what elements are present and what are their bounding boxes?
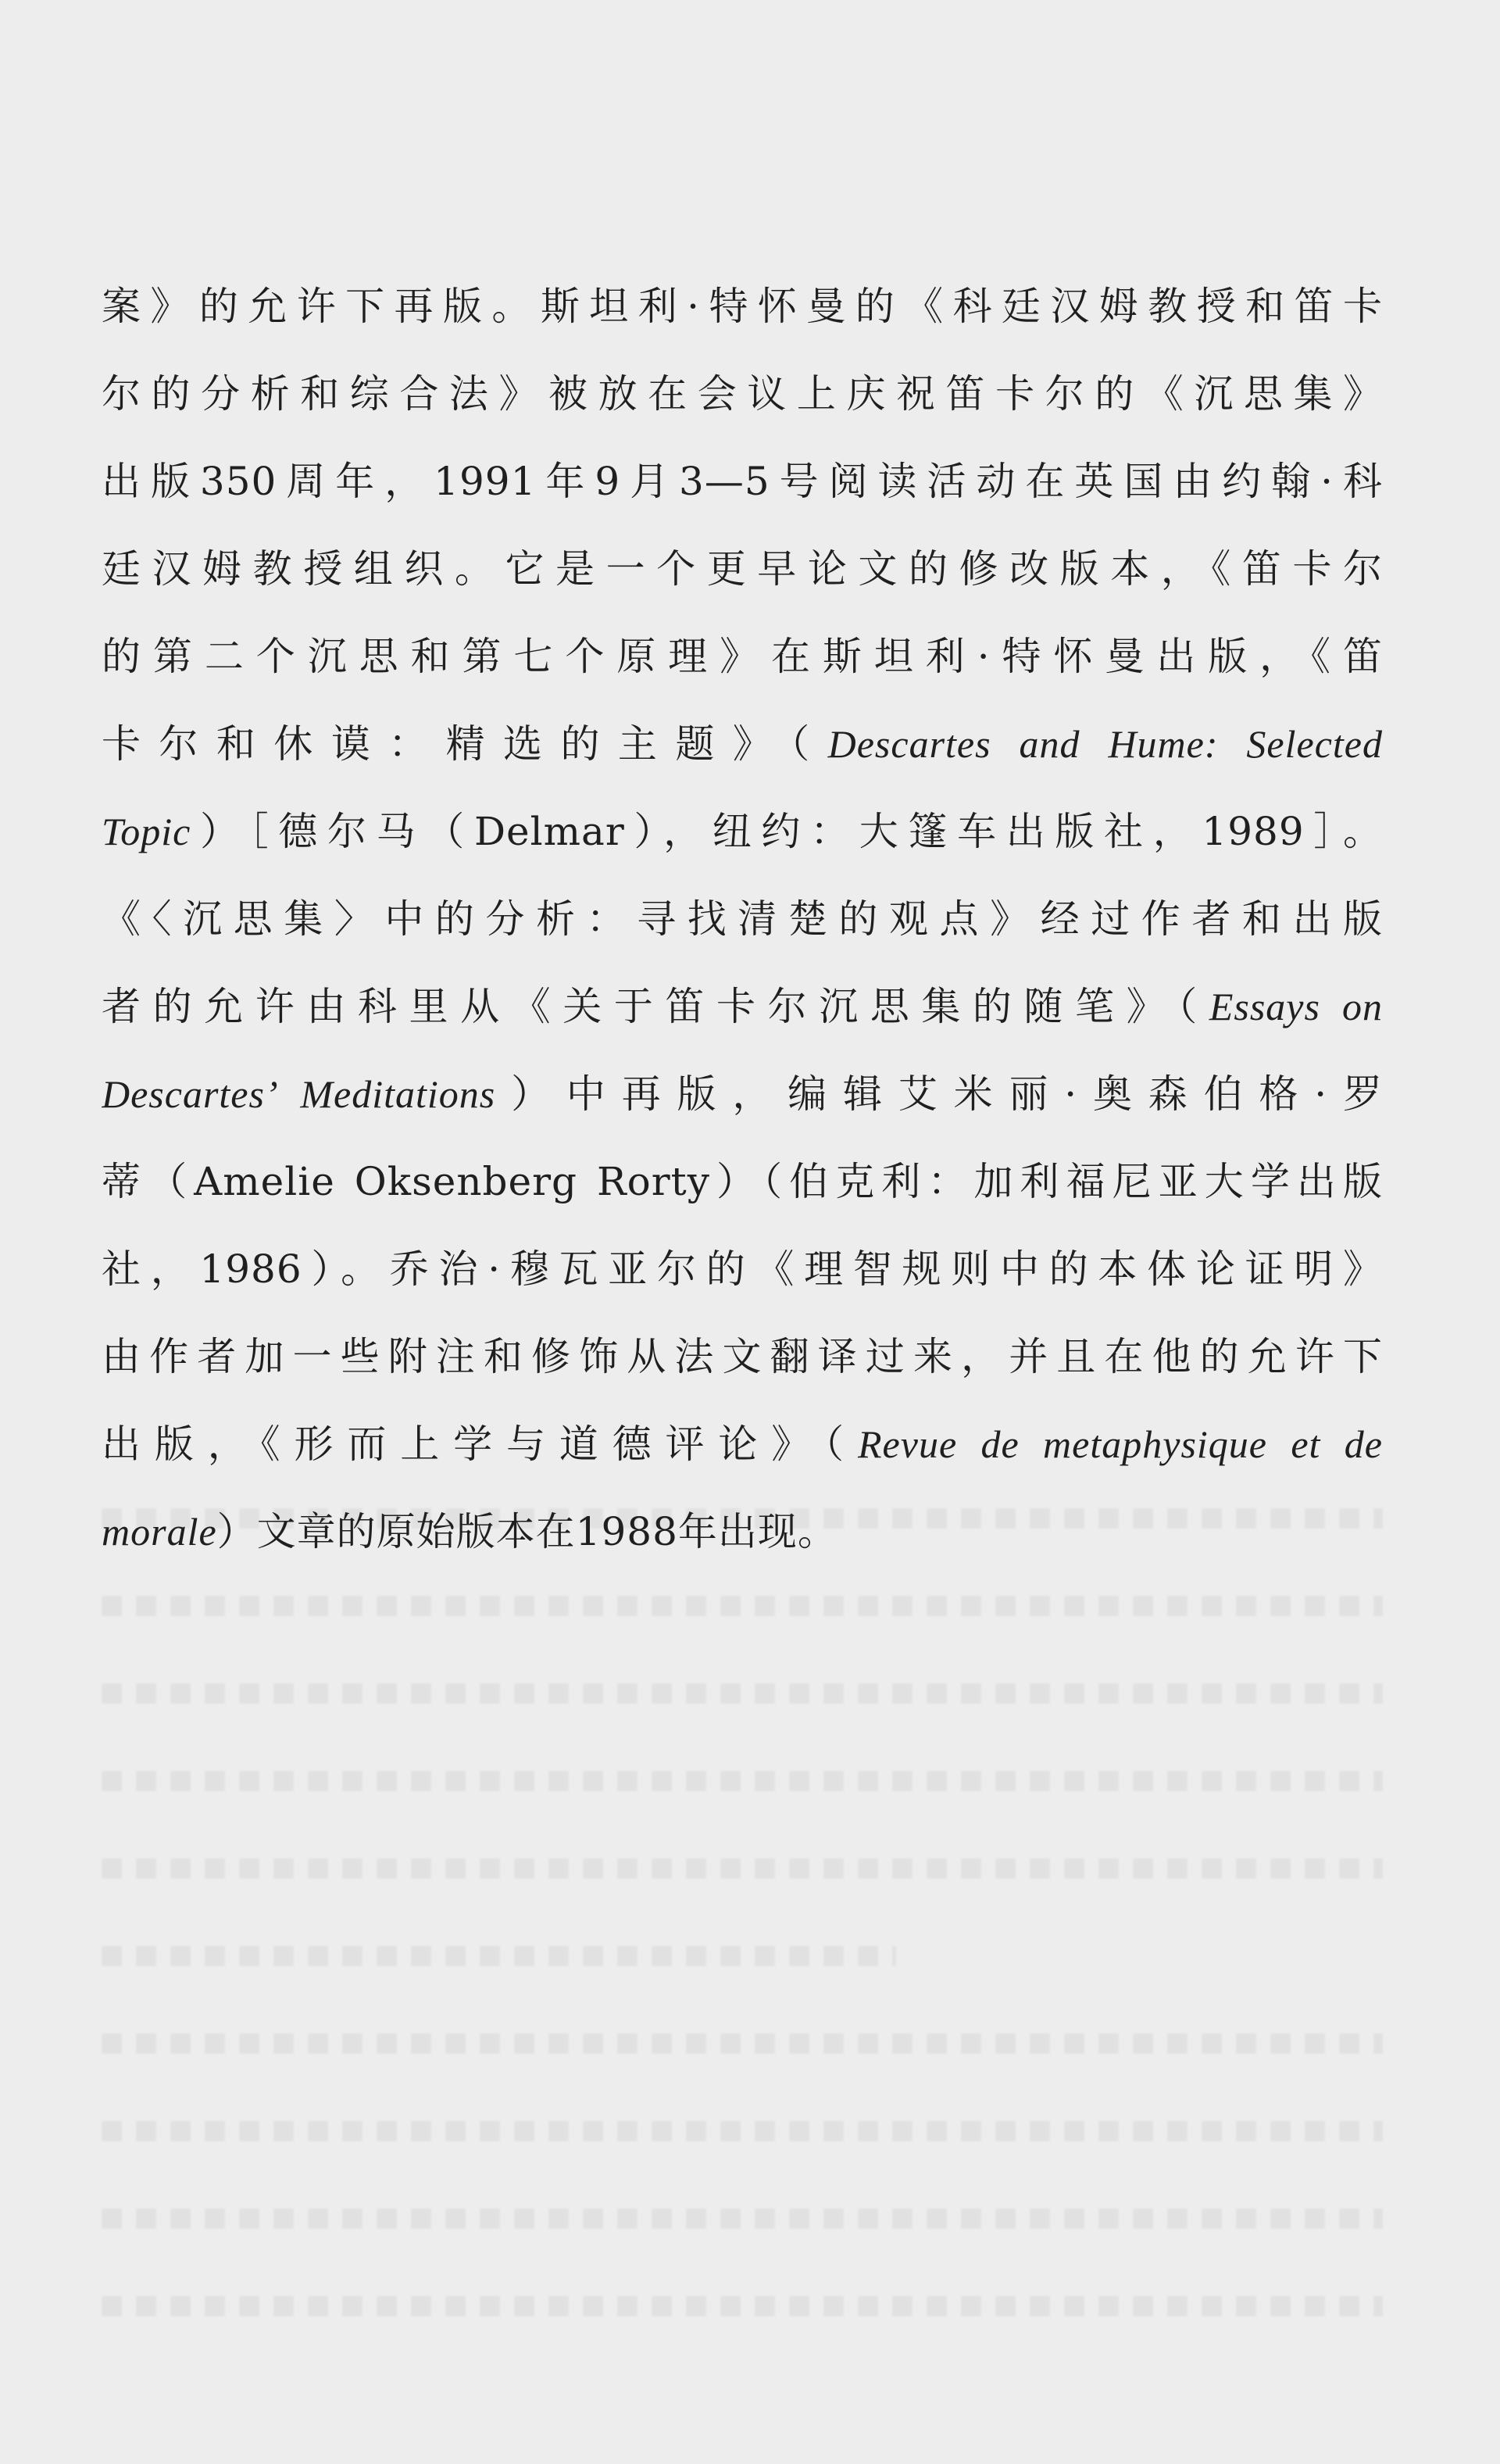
text-line: 蒂（Amelie Oksenberg Rorty）（伯克利：加利福尼亚大学出版 (102, 1159, 1383, 1204)
text-line: 《〈沉思集〉中的分析：寻找清楚的观点》经过作者和出版 (102, 896, 1383, 942)
text-line: 由作者加一些附注和修饰从法文翻译过来，并且在他的允许下 (102, 1334, 1383, 1379)
text-line: 出版，《形而上学与道德评论》（Revue de metaphysique et de (102, 1422, 1383, 1467)
text-line: Descartes’ Meditations）中再版，编辑艾米丽·奥森伯格·罗 (102, 1071, 1383, 1117)
italic-title: Essays on (1209, 985, 1383, 1028)
body-paragraph (102, 263, 1383, 1575)
text-line: 社，1986）。乔治·穆瓦亚尔的《理智规则中的本体论证明》 (102, 1246, 1383, 1292)
italic-title: morale (102, 1510, 217, 1554)
text-line: 廷汉姆教授组织。它是一个更早论文的修改版本，《笛卡尔 (102, 546, 1383, 592)
show-through-text (102, 1508, 1383, 2368)
text-line-last: morale）文章的原始版本在1988年出现。 (102, 1509, 838, 1554)
text-line: Topic）［德尔马（Delmar），纽约：大篷车出版社，1989］。 (102, 809, 1383, 854)
italic-title: Revue de metaphysique et de (858, 1422, 1383, 1466)
text-line: 案》的允许下再版。斯坦利·特怀曼的《科廷汉姆教授和笛卡 (102, 284, 1383, 329)
italic-title: Descartes and Hume: Selected (827, 722, 1383, 766)
text-line: 出版350周年，1991年9月3—5号阅读活动在英国由约翰·科 (102, 459, 1383, 504)
text-line: 者的允许由科里从《关于笛卡尔沉思集的随笔》（Essays on (102, 984, 1383, 1029)
italic-title: Descartes’ Meditations (102, 1072, 496, 1116)
text-line: 尔的分析和综合法》被放在会议上庆祝笛卡尔的《沉思集》 (102, 371, 1383, 417)
text-line: 卡尔和休谟：精选的主题》（Descartes and Hume: Selected (102, 721, 1383, 767)
italic-title: Topic (102, 810, 191, 853)
text-line: 的第二个沉思和第七个原理》在斯坦利·特怀曼出版，《笛 (102, 634, 1383, 679)
